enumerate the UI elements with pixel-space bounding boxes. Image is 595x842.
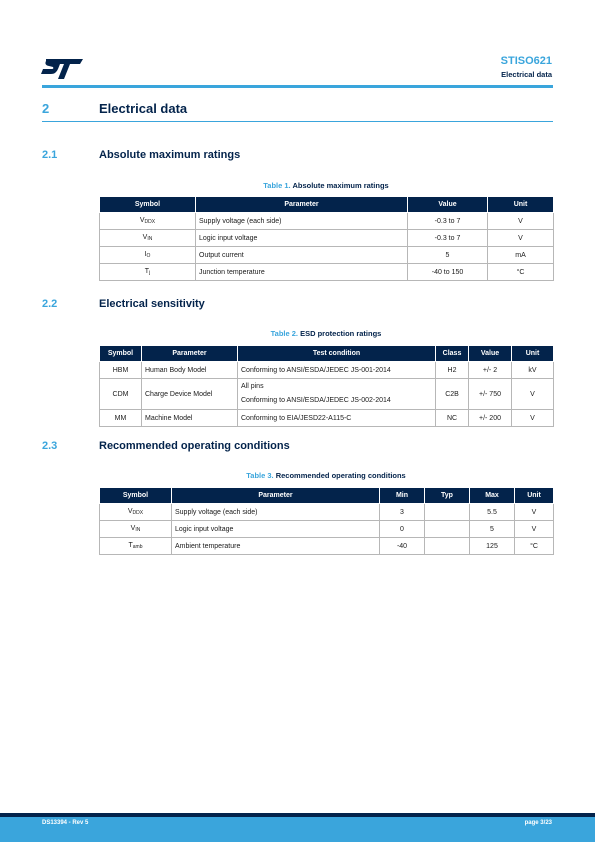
header-unit: Unit: [488, 197, 554, 213]
table-header-row: [100, 346, 554, 362]
parameter-cell: Supply voltage (each side): [196, 213, 408, 230]
max-cell: 5: [470, 521, 515, 538]
subsection-title-2-3: Recommended operating conditions: [99, 440, 290, 452]
header-section-name: Electrical data: [501, 70, 552, 79]
footer-document-id: DS13394 - Rev 5: [42, 820, 89, 826]
parameter-cell: Human Body Model: [142, 362, 238, 379]
subsection-title-2-2: Electrical sensitivity: [99, 298, 205, 310]
section-number: 2: [42, 101, 50, 116]
parameter-cell: Ambient temperature: [172, 538, 380, 555]
unit-cell: V: [512, 379, 554, 410]
header-parameter: Parameter: [142, 346, 238, 362]
symbol-cell: CDM: [100, 379, 142, 410]
condition-cell: Conforming to ANSI/ESDA/JEDEC JS-001-2014: [238, 362, 436, 379]
parameter-cell: Logic input voltage: [196, 230, 408, 247]
subsection-number-2-3: 2.3: [42, 440, 58, 452]
subsection-title-2-1: Absolute maximum ratings: [99, 149, 241, 161]
min-cell: 3: [380, 504, 425, 521]
min-cell: 0: [380, 521, 425, 538]
header-value: Value: [408, 197, 488, 213]
header-test-condition: Test condition: [238, 346, 436, 362]
table-esd-protection-ratings: [99, 345, 554, 427]
condition-line-2: Conforming to ANSI/ESDA/JEDEC JS-002-2014: [241, 397, 391, 404]
parameter-cell: Junction temperature: [196, 264, 408, 281]
value-cell: +/- 750: [469, 379, 512, 410]
symbol-cell: $T_j$: [100, 264, 196, 281]
symbol-cell: HBM: [100, 362, 142, 379]
header-unit: Unit: [515, 488, 554, 504]
value-cell: -0.3 to 7: [408, 230, 488, 247]
header-symbol: Symbol: [100, 346, 142, 362]
unit-cell: V: [515, 521, 554, 538]
symbol-cell: $V_{IN}$: [100, 521, 172, 538]
value-cell: +/- 200: [469, 410, 512, 427]
table-row: [100, 538, 554, 555]
subsection-number-2-2: 2.2: [42, 298, 58, 310]
subsection-number-2-1: 2.1: [42, 149, 58, 161]
table-row: [100, 230, 554, 247]
section-rule: [42, 121, 553, 122]
parameter-cell: Machine Model: [142, 410, 238, 427]
class-cell: NC: [436, 410, 469, 427]
header-max: Max: [470, 488, 515, 504]
table-row: [100, 362, 554, 379]
header-symbol: Symbol: [100, 488, 172, 504]
section-title: Electrical data: [99, 101, 188, 116]
condition-line-1: All pins: [241, 383, 264, 390]
table-row: [100, 504, 554, 521]
condition-cell: Conforming to EIA/JESD22-A115-C: [238, 410, 436, 427]
unit-cell: °C: [488, 264, 554, 281]
symbol-cell: MM: [100, 410, 142, 427]
unit-cell: V: [488, 213, 554, 230]
value-cell: 5: [408, 247, 488, 264]
value-cell: -0.3 to 7: [408, 213, 488, 230]
parameter-cell: Charge Device Model: [142, 379, 238, 410]
header-value: Value: [469, 346, 512, 362]
header-parameter: Parameter: [196, 197, 408, 213]
parameter-cell: Logic input voltage: [172, 521, 380, 538]
class-cell: C2B: [436, 379, 469, 410]
max-cell: 5.5: [470, 504, 515, 521]
table1-caption: Table 1. Absolute maximum ratings: [263, 181, 389, 190]
table-recommended-operating-conditions: [99, 487, 554, 555]
header-parameter: Parameter: [172, 488, 380, 504]
typ-cell: [425, 521, 470, 538]
unit-cell: mA: [488, 247, 554, 264]
header-class: Class: [436, 346, 469, 362]
condition-cell: [238, 379, 436, 410]
class-cell: H2: [436, 362, 469, 379]
st-logo: [40, 58, 84, 80]
table3-caption: Table 3. Recommended operating conditions: [246, 471, 406, 480]
table-row: [100, 264, 554, 281]
min-cell: -40: [380, 538, 425, 555]
header-typ: Typ: [425, 488, 470, 504]
footer-page-number: page 3/23: [524, 820, 552, 826]
parameter-cell: Output current: [196, 247, 408, 264]
header-min: Min: [380, 488, 425, 504]
typ-cell: [425, 538, 470, 555]
table-row: [100, 379, 554, 410]
max-cell: 125: [470, 538, 515, 555]
value-cell: -40 to 150: [408, 264, 488, 281]
header-unit: Unit: [512, 346, 554, 362]
symbol-cell: $V_{DDX}$: [100, 213, 196, 230]
parameter-cell: Supply voltage (each side): [172, 504, 380, 521]
table-row: [100, 521, 554, 538]
table-row: [100, 247, 554, 264]
symbol-cell: $V_{IN}$: [100, 230, 196, 247]
symbol-cell: $T_{amb}$: [100, 538, 172, 555]
symbol-cell: $I_O$: [100, 247, 196, 264]
typ-cell: [425, 504, 470, 521]
table2-caption: Table 2. ESD protection ratings: [270, 329, 382, 338]
unit-cell: °C: [515, 538, 554, 555]
header-rule: [42, 85, 553, 88]
table-row: [100, 213, 554, 230]
value-cell: +/- 2: [469, 362, 512, 379]
unit-cell: kV: [512, 362, 554, 379]
table-header-row: [100, 197, 554, 213]
unit-cell: V: [488, 230, 554, 247]
table-row: [100, 410, 554, 427]
unit-cell: V: [515, 504, 554, 521]
symbol-cell: $V_{DDX}$: [100, 504, 172, 521]
table-header-row: [100, 488, 554, 504]
header-symbol: Symbol: [100, 197, 196, 213]
table-absolute-maximum-ratings: [99, 196, 554, 281]
unit-cell: V: [512, 410, 554, 427]
footer-band: [0, 817, 595, 842]
document-title: STISO621: [500, 55, 552, 67]
